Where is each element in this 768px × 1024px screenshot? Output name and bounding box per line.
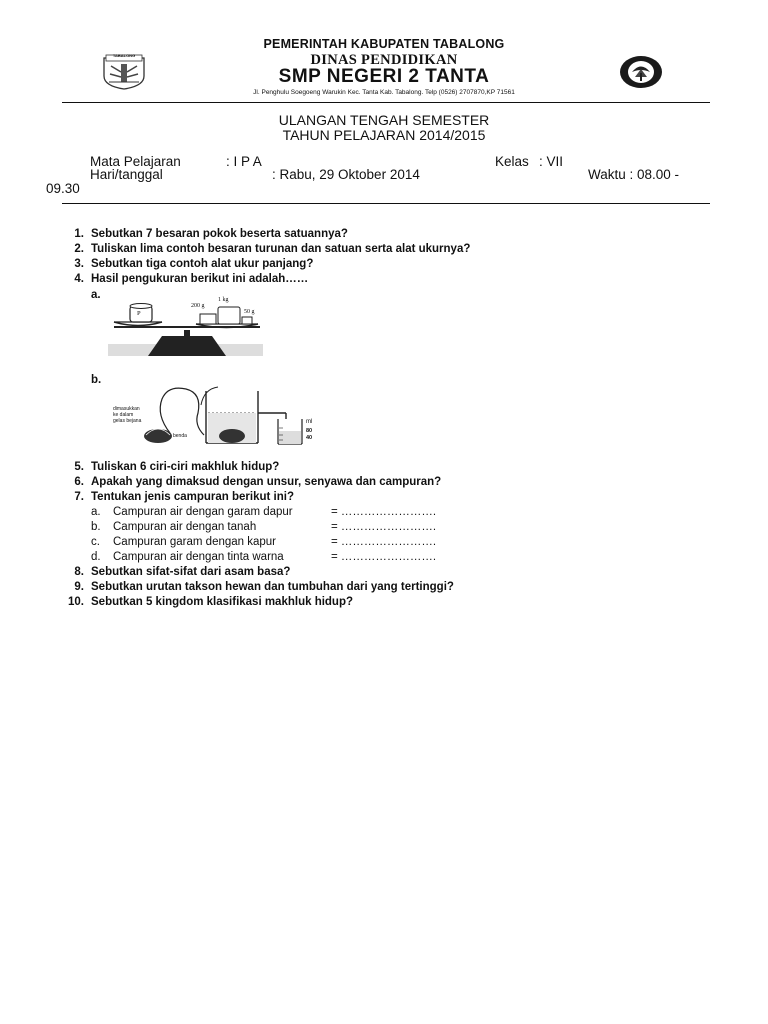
question-text: Apakah yang dimaksud dengan unsur, senyawa dan campuran? <box>91 476 442 488</box>
fig-a-p-label: P <box>137 310 141 317</box>
fig-b-value-40: 40 <box>306 435 313 441</box>
question-number: 2. <box>74 243 84 255</box>
question-text: Tentukan jenis campuran berikut ini? <box>91 491 294 503</box>
question-text: Sebutkan urutan takson hewan dan tumbuhan dari yang tertinggi? <box>91 581 454 593</box>
question-number: 1. <box>74 228 84 240</box>
time-label: Waktu : 08.00 - <box>588 167 680 182</box>
fig-a-weight-1: 200 g <box>191 303 205 309</box>
question-text: Tuliskan 6 ciri-ciri makhluk hidup? <box>91 461 280 473</box>
header-address: Jl. Penghulu Soegoeng Warukin Kec. Tanta Kab. Tabalong. Telp (0526) 2707870,KP 71561 <box>253 89 515 96</box>
question-text: Hasil pengukuran berikut ini adalah…… <box>91 273 309 285</box>
mixture-blank: = ……………………. <box>331 536 437 548</box>
mixture-item-a <box>91 506 437 518</box>
mixture-text: Campuran air dengan tanah <box>113 521 257 533</box>
question-text: Sebutkan sifat-sifat dari asam basa? <box>91 566 291 578</box>
fig-b-object-label: benda <box>173 433 187 439</box>
header-department: DINAS PENDIDIKAN <box>310 52 458 68</box>
question-number: 3. <box>74 258 84 270</box>
mixture-text: Campuran garam dengan kapur <box>113 536 277 548</box>
class-label: Kelas <box>495 154 529 169</box>
mixture-text: Campuran air dengan tinta warna <box>113 551 284 563</box>
question-number: 9. <box>74 581 84 593</box>
mixture-item-d <box>91 551 437 563</box>
question-number: 6. <box>74 476 84 488</box>
question-text: Tuliskan lima contoh besaran turunan dan satuan serta alat ukurnya? <box>91 243 471 255</box>
question-text: Sebutkan tiga contoh alat ukur panjang? <box>91 258 314 270</box>
mixture-letter: c. <box>91 536 100 548</box>
fig-b-ml-label: ml <box>306 419 313 425</box>
date-label: Hari/tanggal <box>90 167 163 182</box>
mixture-letter: a. <box>91 506 101 518</box>
fig-b-label-1: dimasukkan <box>113 406 140 412</box>
time-continued: 09.30 <box>46 181 80 196</box>
balance-scale-figure <box>108 298 268 360</box>
mixture-item-b <box>91 521 437 533</box>
class-value: : VII <box>539 154 564 169</box>
question-4b-letter: b. <box>91 374 102 386</box>
mixture-blank: = ……………………. <box>331 506 437 518</box>
exam-year: TAHUN PELAJARAN 2014/2015 <box>282 127 486 143</box>
subject-value: : I P A <box>226 154 262 169</box>
question-number: 8. <box>74 566 84 578</box>
question-4a-letter: a. <box>91 289 101 301</box>
subject-label: Mata Pelajaran <box>90 154 181 169</box>
question-number: 7. <box>74 491 84 503</box>
fig-b-value-80: 80 <box>306 428 313 434</box>
fig-b-label-3: gelas bejana <box>113 418 142 424</box>
question-number: 5. <box>74 461 84 473</box>
question-number: 4. <box>74 273 84 285</box>
header-school-name: SMP NEGERI 2 TANTA <box>278 66 490 87</box>
question-number: 10. <box>68 596 84 608</box>
question-text: Sebutkan 5 kingdom klasifikasi makhluk hidup? <box>91 596 354 608</box>
mixture-blank: = ……………………. <box>331 551 437 563</box>
mixture-item-c <box>91 536 437 548</box>
fig-a-weight-2: 1 kg <box>218 297 229 303</box>
fig-a-weight-3: 50 g <box>244 309 255 315</box>
header-government: PEMERINTAH KABUPATEN TABALONG <box>263 37 505 51</box>
mixture-letter: d. <box>91 551 101 563</box>
date-value: : Rabu, 29 Oktober 2014 <box>272 167 420 182</box>
exam-title: ULANGAN TENGAH SEMESTER <box>278 112 490 128</box>
mixture-text: Campuran air dengan garam dapur <box>113 506 293 518</box>
question-text: Sebutkan 7 besaran pokok beserta satuannya? <box>91 228 348 240</box>
mixture-blank: = ……………………. <box>331 521 437 533</box>
fig-b-label-2: ke dalam <box>113 412 134 418</box>
displacement-figure <box>108 383 330 447</box>
mixture-letter: b. <box>91 521 101 533</box>
left-logo-text: TABALONG <box>112 53 136 58</box>
